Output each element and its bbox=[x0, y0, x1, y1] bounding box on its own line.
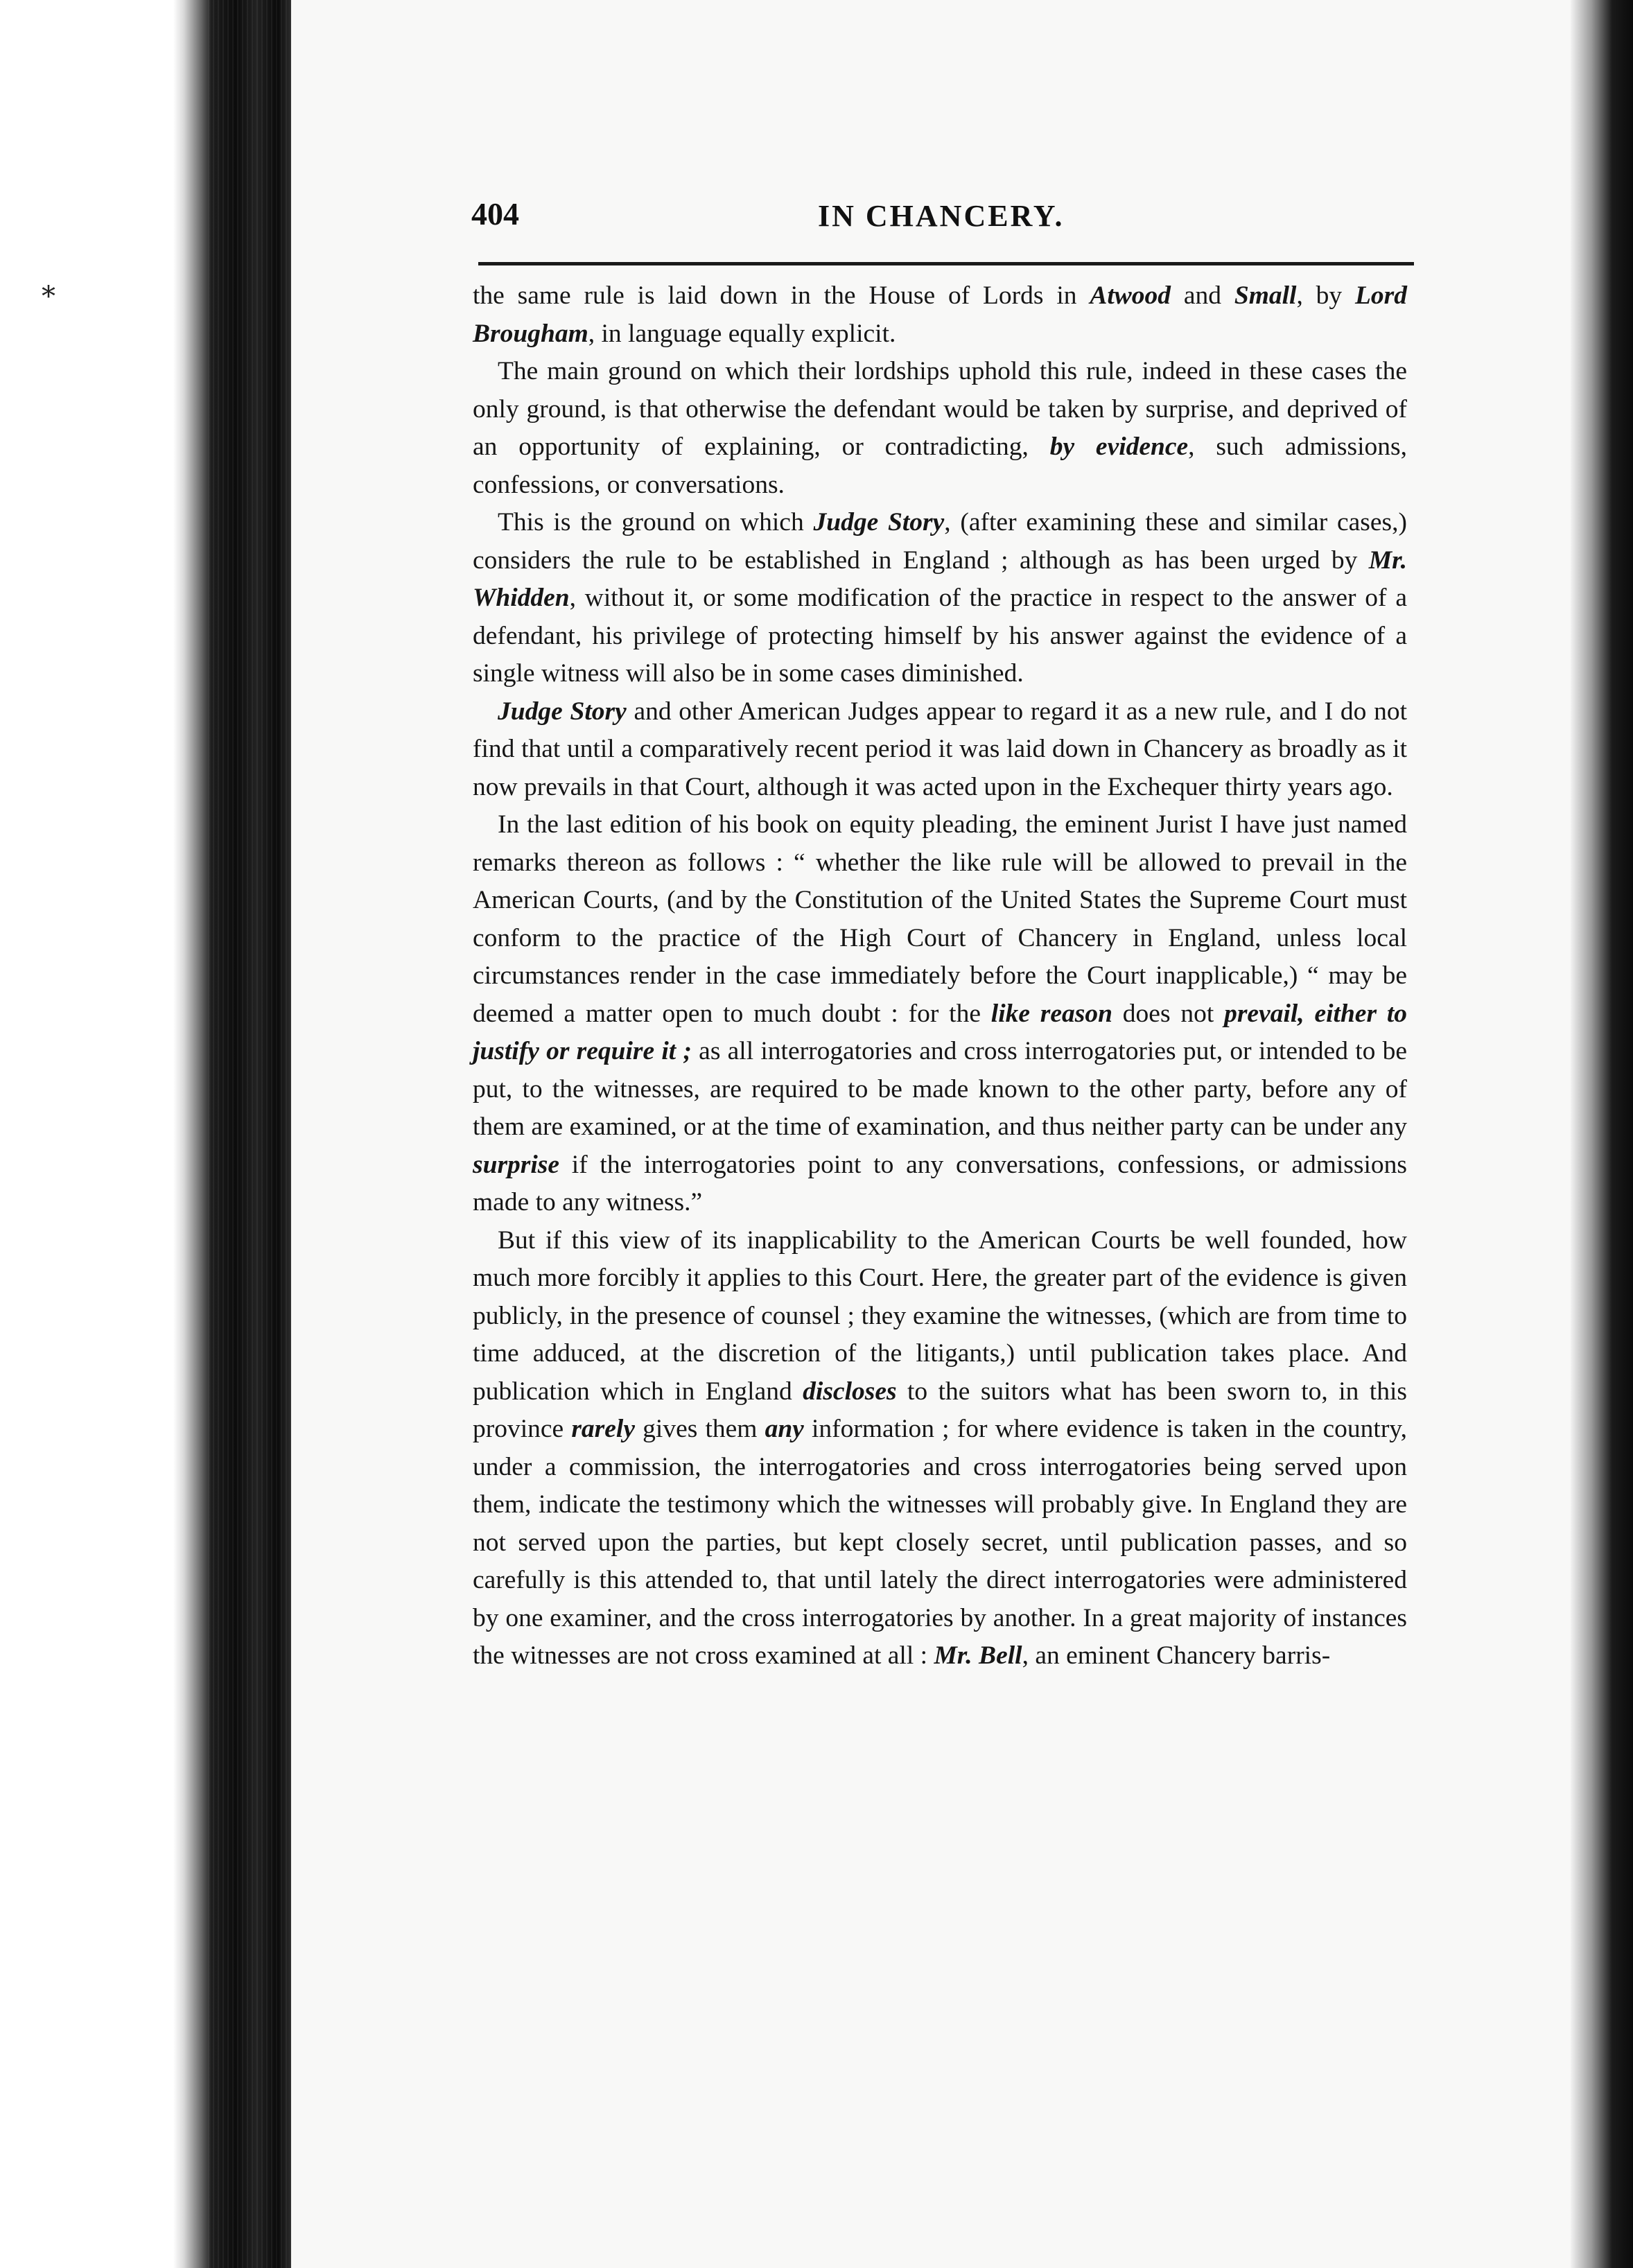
italic-text: Small bbox=[1234, 281, 1297, 310]
binding-texture bbox=[208, 0, 291, 2268]
text-run: , (after examining these and similar cases,) considers the rule to be established in England ; although as has been urged by bbox=[473, 508, 1407, 575]
paragraph bbox=[473, 277, 1407, 353]
paragraph bbox=[473, 1222, 1407, 1675]
italic-text: rarely bbox=[571, 1415, 635, 1443]
paragraph bbox=[473, 353, 1407, 504]
text-run: , an eminent Chancery barris- bbox=[1022, 1641, 1331, 1670]
text-run: as all interrogatories and cross interrogatories put, or intended to be put, to the witnesses, are required to be made known to the other party, before any of them are examined, or at the time of examination, and thus neither party can be under any bbox=[473, 1037, 1408, 1141]
italic-text: Atwood bbox=[1090, 281, 1171, 310]
text-run: , without it, or some modification of the practice in respect to the answer of a defendant, his privilege of protecting himself by his answer against the evidence of a single witness will also be in some cases diminished. bbox=[473, 584, 1407, 688]
text-run: and bbox=[1171, 281, 1234, 310]
text-run: , in language equally explicit. bbox=[588, 319, 896, 348]
italic-text: any bbox=[765, 1415, 804, 1443]
italic-text: Lord Brougham bbox=[473, 281, 1407, 348]
italic-text: like reason bbox=[990, 999, 1112, 1028]
margin-mark: * bbox=[42, 281, 55, 313]
page-edge-shadow bbox=[1571, 0, 1633, 2268]
text-run: This is the ground on which bbox=[498, 508, 814, 537]
text-run: gives them bbox=[635, 1415, 765, 1443]
text-run: if the interrogatories point to any conversations, confessions, or admissions made to any witness.” bbox=[473, 1150, 1407, 1216]
text-run: does not bbox=[1112, 999, 1225, 1028]
text-run: information ; for where evidence is taken in the country, under a commission, the interrogatories and cross interrogatories being served upon them, indicate the testimony which the witnesses will probably give. In England they are not served upon the parties, but kept closely secret, until publication passes, and so carefully is this attended to, that until lately the direct interrogatories were administered by one examiner, and the cross interrogatories by another. In a great majority of instances the witnesses are not cross examined at all : bbox=[473, 1415, 1408, 1670]
page-header bbox=[471, 195, 1407, 244]
text-run: and other American Judges appear to regard it as a new rule, and I do not find that until a comparatively recent period it was laid down in Chancery as broadly as it now prevails in that Court, although it was acted upon in the Exchequer thirty years ago. bbox=[473, 697, 1407, 801]
paragraph bbox=[473, 806, 1407, 1222]
italic-text: Judge Story bbox=[498, 697, 627, 726]
text-run: , such admissions, confessions, or conversations. bbox=[473, 433, 1407, 499]
italic-text: prevail, either to justify or require it ; bbox=[473, 999, 1407, 1065]
paragraph bbox=[473, 504, 1407, 693]
running-head: IN CHANCERY. bbox=[818, 199, 1065, 233]
italic-text: Mr. Whidden bbox=[473, 546, 1407, 612]
italic-text: by evidence bbox=[1049, 433, 1189, 461]
text-run: But if this view of its inapplicability to the American Courts be well founded, how much more forcibly it applies to this Court. Here, the greater part of the evidence is given publicly, in the presence of counsel ; they examine the witnesses, (which are from time to time adduced, at the discretion of the litigants,) until publication takes place. And publication which in England bbox=[473, 1225, 1407, 1406]
page-number: 404 bbox=[471, 196, 519, 232]
text-run: , by bbox=[1296, 281, 1355, 310]
italic-text: Mr. Bell bbox=[934, 1641, 1022, 1670]
body-text bbox=[473, 277, 1407, 1675]
italic-text: surprise bbox=[473, 1150, 560, 1179]
text-run: the same rule is laid down in the House of Lords in bbox=[473, 281, 1090, 310]
paragraph bbox=[473, 693, 1407, 807]
text-run: In the last edition of his book on equity pleading, the eminent Jurist I have just named remarks thereon as follows : “ whether the like rule will be allowed to prevail in the American Courts, (and by the Constitution of the United States the Supreme Court must conform to the practice of the High Court of Chancery in England, unless local circumstances render in the case immediately before the Court inapplicable,) “ may be deemed a matter open to much doubt : for the bbox=[473, 810, 1407, 1028]
header-rule bbox=[478, 262, 1414, 265]
text-run: to the suitors what has been sworn to, in this province bbox=[473, 1377, 1407, 1443]
text-run: The main ground on which their lordships uphold this rule, indeed in these cases the only ground, is that otherwise the defendant would be taken by surprise, and deprived of an opportunity of explaining, or contradicting, bbox=[473, 357, 1407, 461]
italic-text: discloses bbox=[803, 1377, 897, 1406]
italic-text: Judge Story bbox=[813, 508, 945, 537]
